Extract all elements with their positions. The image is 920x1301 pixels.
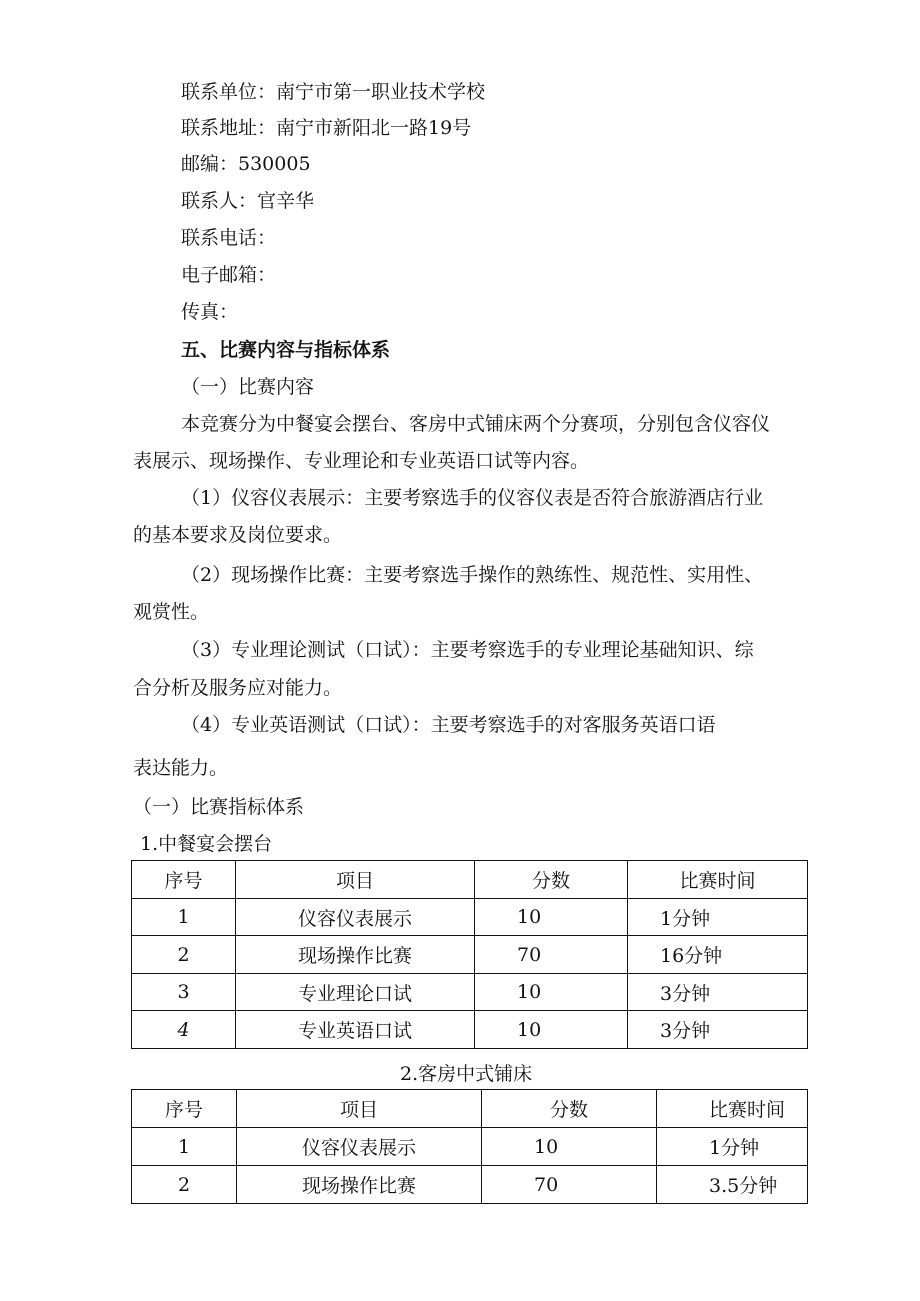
table-row (132, 899, 808, 936)
subsection-heading-content: （一）比赛内容 (181, 376, 315, 398)
table-header-row (132, 861, 808, 899)
score-table-bedmaking (131, 1089, 808, 1204)
header-cell: 序号 (132, 861, 236, 899)
cell-score: 10 (475, 974, 628, 1011)
contact-address: 联系地址：南宁市新阳北一路19号 (181, 117, 472, 139)
table-row (132, 1166, 808, 1204)
cell-item: 专业理论口试 (236, 974, 475, 1011)
cell-item: 仪容仪表展示 (236, 899, 475, 936)
cell-index: 2 (132, 1166, 237, 1204)
cell-item: 专业英语口试 (236, 1011, 475, 1049)
cell-index: 1 (132, 899, 236, 936)
table-row (132, 936, 808, 974)
cell-item: 仪容仪表展示 (237, 1128, 482, 1166)
cell-score: 70 (482, 1166, 657, 1204)
item-paragraph-line: （1）仪容仪表展示：主要考察选手的仪容仪表是否符合旅游酒店行业 (181, 487, 764, 509)
section-heading: 五、比赛内容与指标体系 (181, 339, 391, 361)
table-row (132, 974, 808, 1011)
cell-score: 10 (475, 1011, 628, 1049)
cell-index: 4 (132, 1011, 236, 1049)
header-cell: 项目 (236, 861, 475, 899)
cell-time: 1分钟 (628, 899, 808, 936)
table-row (132, 1128, 808, 1166)
item-paragraph-line: 表达能力。 (133, 757, 229, 779)
cell-score: 10 (482, 1128, 657, 1166)
contact-email: 电子邮箱： (181, 264, 277, 286)
header-cell: 比赛时间 (657, 1090, 808, 1128)
item-paragraph-line: 的基本要求及岗位要求。 (133, 524, 343, 546)
item-paragraph-line: （4）专业英语测试（口试）：主要考察选手的对客服务英语口语 (181, 714, 716, 736)
contact-unit: 联系单位：南宁市第一职业技术学校 (181, 81, 486, 103)
item-paragraph-line: 合分析及服务应对能力。 (133, 677, 343, 699)
contact-postcode: 邮编：530005 (181, 153, 311, 175)
cell-index: 1 (132, 1128, 237, 1166)
item-paragraph-line: （3）专业理论测试（口试）：主要考察选手的专业理论基础知识、综 (181, 639, 754, 661)
contact-phone: 联系电话： (181, 227, 277, 249)
cell-index: 2 (132, 936, 236, 974)
cell-time: 3.5分钟 (657, 1166, 808, 1204)
header-cell: 项目 (237, 1090, 482, 1128)
cell-time: 3分钟 (628, 1011, 808, 1049)
contact-person: 联系人：官辛华 (181, 190, 315, 212)
table-row (132, 1011, 808, 1049)
item-paragraph-line: （2）现场操作比赛：主要考察选手操作的熟练性、规范性、实用性、 (181, 564, 764, 586)
intro-paragraph-line: 表展示、现场操作、专业理论和专业英语口试等内容。 (133, 450, 590, 472)
table-title: 1.中餐宴会摆台 (140, 833, 273, 855)
header-cell: 分数 (482, 1090, 657, 1128)
subsection-heading-index: （一）比赛指标体系 (133, 796, 305, 818)
cell-score: 10 (475, 899, 628, 936)
table-header-row (132, 1090, 808, 1128)
contact-fax: 传真： (181, 301, 239, 323)
cell-index: 3 (132, 974, 236, 1011)
cell-item: 现场操作比赛 (236, 936, 475, 974)
cell-item: 现场操作比赛 (237, 1166, 482, 1204)
cell-time: 3分钟 (628, 974, 808, 1011)
cell-time: 16分钟 (628, 936, 808, 974)
score-table-banquet (131, 860, 808, 1049)
table-title: 2.客房中式铺床 (400, 1063, 533, 1085)
item-paragraph-line: 观赏性。 (133, 601, 210, 623)
header-cell: 分数 (475, 861, 628, 899)
header-cell: 序号 (132, 1090, 237, 1128)
cell-score: 70 (475, 936, 628, 974)
intro-paragraph-line: 本竞赛分为中餐宴会摆台、客房中式铺床两个分赛项，分别包含仪容仪 (181, 413, 771, 435)
cell-time: 1分钟 (657, 1128, 808, 1166)
header-cell: 比赛时间 (628, 861, 808, 899)
